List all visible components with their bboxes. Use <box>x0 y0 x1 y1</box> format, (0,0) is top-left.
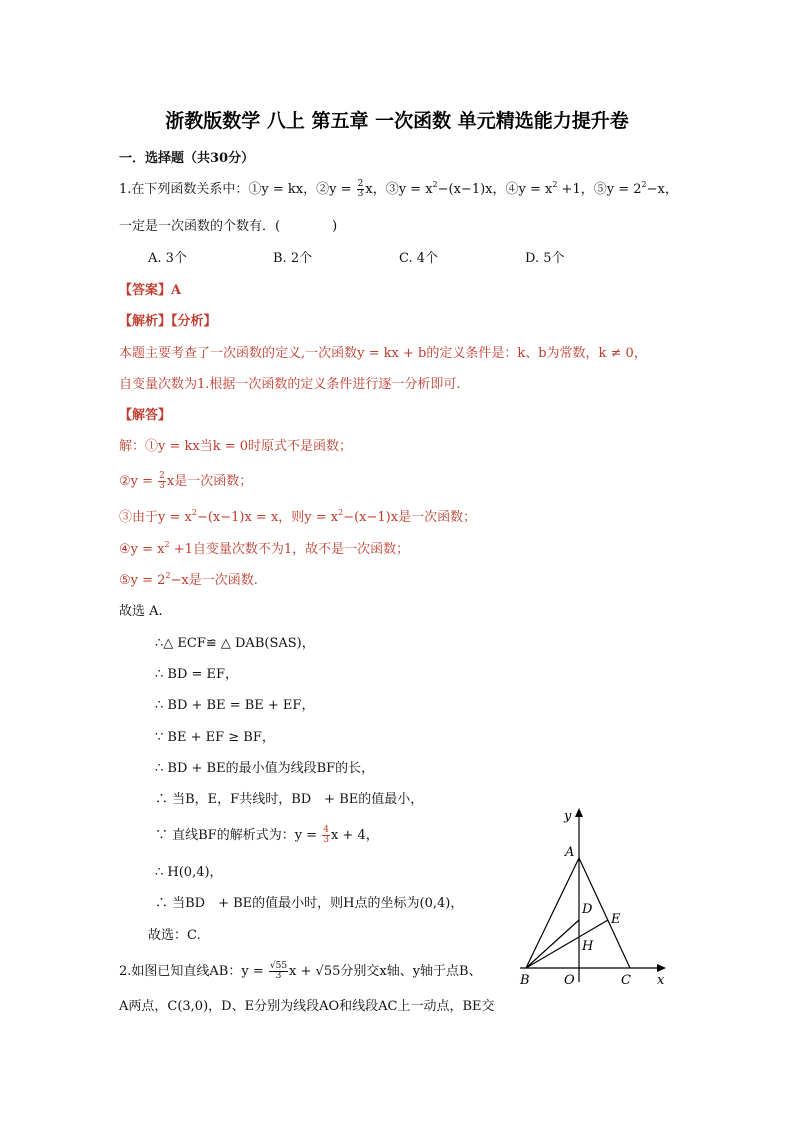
sol3-text-a: ③由于y = x <box>119 510 192 525</box>
q1-text-b: x，③y = x <box>365 182 433 197</box>
q2-text-c: 分别交x轴、y轴于点B、 <box>340 964 482 979</box>
sol3-text-c: −(x−1)x是一次函数； <box>343 510 477 525</box>
proof7-frac-den: 3 <box>323 835 329 845</box>
choice-b: B. 2个 <box>273 251 313 266</box>
q2-fraction <box>269 962 288 981</box>
solve-label: 【解答】 <box>119 408 172 423</box>
q1-text-d: +1，⑤y = 2 <box>557 182 642 197</box>
question-2-line-1 <box>119 962 482 981</box>
sol2-frac-num: 2 <box>159 471 165 481</box>
sol3-exp-2: 2 <box>338 508 344 517</box>
proof-line-7 <box>155 826 379 845</box>
q2-text-b: x + <box>289 964 316 979</box>
sol2-frac-den: 3 <box>159 481 165 491</box>
proof-line-8: ∴ H(0,4)， <box>155 865 223 880</box>
q1-frac-den: 3 <box>357 189 364 199</box>
solution-3 <box>119 510 476 526</box>
q1-text-a: 1.在下列函数关系中：①y = kx，②y = <box>119 182 356 197</box>
label-y: y <box>564 809 572 824</box>
proof-line-6: ∴ 当B，E，F共线时，BD + BE的值最小， <box>155 792 424 807</box>
q1-exp-2: 2 <box>552 180 558 189</box>
line-be <box>526 920 608 968</box>
solution-4 <box>119 542 409 558</box>
sol3-text-b: −(x−1)x = x，则y = x <box>196 510 339 525</box>
label-h: H <box>582 939 594 954</box>
proof7-fraction <box>322 826 330 845</box>
line-bd <box>526 920 579 968</box>
geometry-figure <box>500 800 680 995</box>
label-b: B <box>520 973 530 988</box>
choice-a: A. 3个 <box>148 251 187 266</box>
proof-line-2: ∴ BD = EF， <box>155 667 239 682</box>
question-1-line-1 <box>119 180 678 199</box>
analysis-line-1: 本题主要考查了一次函数的定义,一次函数y = kx + b的定义条件是：k、b为常数，k ≠ 0， <box>119 346 647 361</box>
analysis-label: 【解析】【分析】 <box>119 314 217 329</box>
label-c: C <box>621 973 631 988</box>
document-title: 浙教版数学 八上 第五章 一次函数 单元精选能力提升卷 <box>165 110 629 132</box>
q1-exp-3: 2 <box>641 180 647 189</box>
sol2-text-a: ②y = <box>119 474 158 489</box>
choice-d: D. 5个 <box>525 251 565 266</box>
q2-frac-num: √55 <box>269 961 288 971</box>
solution-choice: 故选 A. <box>119 604 163 619</box>
sol2-fraction <box>158 472 166 491</box>
sol5-text-a: ⑤y = 2 <box>119 573 166 588</box>
q1-frac-num: 2 <box>357 179 364 189</box>
proof7-text-a: ∵ 直线BF的解析式为：y = <box>155 828 322 843</box>
y-axis-arrow <box>575 808 583 817</box>
sol3-exp-1: 2 <box>191 508 197 517</box>
proof-line-3: ∴ BD + BE = BE + EF， <box>155 698 315 713</box>
choice-c: C. 4个 <box>399 251 439 266</box>
sol4-exp: 2 <box>164 540 170 549</box>
question-1-line-2: 一定是一次函数的个数有．( ) <box>119 219 338 234</box>
label-d: D <box>582 902 593 917</box>
q1-text-e: −x， <box>646 182 678 197</box>
q2-frac-den: 3 <box>275 971 282 981</box>
label-a: A <box>565 845 575 860</box>
q1-exp-1: 2 <box>432 180 438 189</box>
sol4-text-b: +1自变量次数不为1，故不是一次函数； <box>169 542 410 557</box>
analysis-line-2: 自变量次数为1.根据一次函数的定义条件进行逐一分析即可. <box>119 377 461 392</box>
label-e: E <box>611 912 621 927</box>
sol2-text-b: x是一次函数； <box>166 474 253 489</box>
proof-line-10: 故选：C. <box>148 928 201 943</box>
x-axis-arrow <box>657 964 666 972</box>
label-x: x <box>657 973 665 988</box>
question-2-line-2: A两点，C(3,0)，D、E分别为线段AO和线段AC上一动点，BE交 <box>119 999 495 1014</box>
proof7-text-b: x + 4， <box>330 828 379 843</box>
proof-line-4: ∵ BE + EF ≥ BF， <box>155 730 275 745</box>
sol4-text-a: ④y = x <box>119 542 165 557</box>
q1-text-c: −(x−1)x，④y = x <box>437 182 553 197</box>
solution-2 <box>119 472 252 491</box>
proof-line-9: ∴ 当BD + BE的值最小时，则H点的坐标为(0,4)， <box>155 896 464 911</box>
q1-fraction <box>357 180 365 199</box>
solution-1: 解：①y = kx当k = 0时原式不是函数； <box>119 439 353 454</box>
answer-label: 【答案】A <box>119 283 182 298</box>
q2-sqrt: √55 <box>315 964 341 979</box>
label-o: O <box>564 973 575 988</box>
sol5-exp: 2 <box>165 571 171 580</box>
line-ab <box>526 858 579 968</box>
q2-text-a: 2.如图已知直线AB：y = <box>119 964 268 979</box>
sol5-text-b: −x是一次函数. <box>170 573 258 588</box>
proof7-frac-num: 4 <box>323 825 329 835</box>
section-heading: 一．选择题（共30分） <box>119 151 255 166</box>
proof-line-5: ∴ BD + BE的最小值为线段BF的长， <box>155 761 375 776</box>
solution-5 <box>119 573 258 589</box>
proof-line-1: ∴△ ECF≌ △ DAB(SAS)， <box>155 636 315 651</box>
